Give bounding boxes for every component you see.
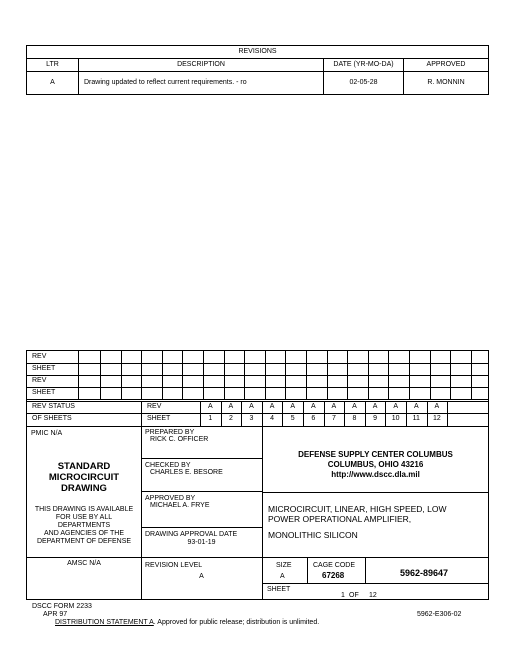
date-header: DATE (YR-MO-DA): [333, 61, 394, 68]
of-sheets-row: [27, 413, 488, 425]
prepared-name: RICK C. OFFICER: [150, 436, 209, 443]
approval-date: 93-01-19: [187, 539, 216, 546]
revision-approved: R. MONNIN: [427, 79, 465, 86]
document-code: 5962-E306-02: [417, 611, 462, 618]
rev-status-cell: A: [269, 403, 275, 410]
revision-level: A: [199, 573, 204, 580]
availability-note: THIS DRAWING IS AVAILABLE FOR USE BY ALL DEPARTMENTS AND AGENCIES OF THE DEPARTMENT OF DEFENSE: [34, 506, 134, 545]
rev-status-cell: A: [413, 403, 419, 410]
sheet-number-cell: 4: [270, 415, 275, 422]
rev-status-cell: A: [290, 403, 296, 410]
ltr-header: LTR: [46, 61, 59, 68]
sheet-total: 12: [369, 592, 377, 599]
rev-status-cell: A: [207, 403, 213, 410]
of-sheets-label: OF SHEETS: [32, 415, 72, 422]
sheet-number-cell: 12: [432, 415, 441, 422]
pmic-label: PMIC N/A: [31, 430, 63, 437]
rev-status-cell: A: [372, 403, 378, 410]
form-number: DSCC FORM 2233: [32, 603, 92, 610]
form-date: APR 97: [43, 611, 68, 618]
sheet-of-label: OF: [349, 592, 359, 599]
sheet-label-footer: SHEET: [267, 586, 291, 593]
rev-status-cell: A: [352, 403, 357, 410]
approved-header: APPROVED: [426, 61, 466, 68]
distribution-label: DISTRIBUTION STATEMENT A: [55, 619, 154, 626]
sheet-number-cell: 3: [249, 415, 254, 422]
sheet-number-cell: 1: [208, 415, 213, 422]
cage-code-label: CAGE CODE: [313, 562, 356, 569]
device-title: MICROCIRCUIT, LINEAR, HIGH SPEED, LOW POWER OPERATIONAL AMPLIFIER, MONOLITHIC SILICON: [268, 504, 447, 540]
rev-label: REV: [147, 403, 162, 410]
description-header: DESCRIPTION: [177, 61, 225, 68]
revisions-title: REVISIONS: [238, 48, 277, 55]
sheet-number-cell: 2: [228, 415, 233, 422]
rev-status-cell: A: [331, 403, 337, 410]
grid-row-sheet-1: SHEET: [32, 365, 56, 372]
size-label: SIZE: [276, 562, 292, 569]
drawing-number: 5962-89647: [400, 568, 449, 578]
checked-label: CHECKED BY: [145, 462, 191, 469]
approval-date-label: DRAWING APPROVAL DATE: [145, 531, 238, 538]
distribution-text: . Approved for public release; distribution is unlimited.: [153, 619, 320, 626]
sheet-number-cell: 11: [412, 415, 420, 422]
cage-code: 67268: [322, 571, 345, 580]
revision-description: Drawing updated to reflect current requirements. - ro: [84, 79, 247, 86]
grid-row-rev-2: REV: [32, 377, 47, 384]
revision-level-label: REVISION LEVEL: [145, 562, 203, 569]
distribution-statement: [55, 619, 319, 627]
amsc-label: AMSC N/A: [67, 560, 101, 567]
sheet-number-cell: 6: [311, 415, 316, 422]
rev-status-cell: A: [228, 403, 234, 410]
rev-status-cell: A: [310, 403, 316, 410]
sheet-number-cell: 7: [331, 415, 336, 422]
sheet-number-cell: 5: [290, 415, 295, 422]
size-value: A: [280, 573, 285, 580]
checked-name: CHARLES E. BESORE: [150, 469, 223, 476]
grid-row-sheet-2: SHEET: [32, 389, 56, 396]
sheet-number: 1: [341, 592, 345, 599]
revision-date: 02-05-28: [349, 79, 378, 86]
sheet-number-cell: 10: [391, 415, 400, 422]
standard-drawing-title: STANDARD MICROCIRCUIT DRAWING: [48, 461, 120, 494]
rev-status-cell: A: [434, 403, 440, 410]
sheet-label: SHEET: [147, 415, 171, 422]
prepared-label: PREPARED BY: [145, 429, 195, 436]
grid-row-rev-1: REV: [32, 353, 47, 360]
approved-by-label: APPROVED BY: [145, 495, 196, 502]
approved-by-name: MICHAEL A. FRYE: [150, 502, 210, 509]
sheet-number-cell: 8: [352, 415, 357, 422]
rev-status-label: REV STATUS: [32, 403, 75, 410]
rev-status-row: [27, 401, 488, 413]
revision-ltr: A: [50, 79, 55, 86]
agency-address: DEFENSE SUPPLY CENTER COLUMBUS COLUMBUS, OHIO 43216 http://www.dscc.dla.mil: [298, 450, 453, 479]
rev-status-cell: A: [393, 403, 399, 410]
rev-status-cell: A: [249, 403, 254, 410]
sheet-number-cell: 9: [373, 415, 378, 422]
